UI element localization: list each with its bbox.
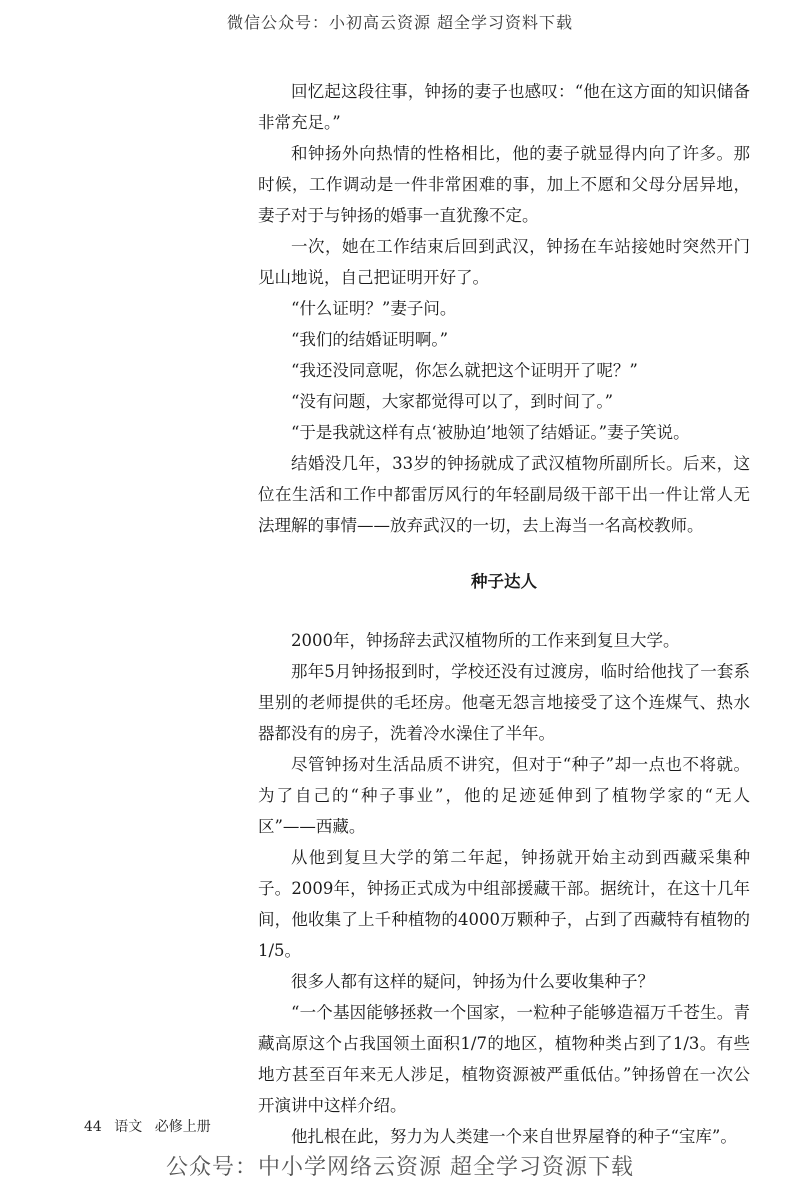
paragraph: 2000年，钟扬辞去武汉植物所的工作来到复旦大学。 xyxy=(291,631,680,650)
section-title: 种子达人 xyxy=(471,572,537,591)
paragraph: 他扎根在此，努力为人类建一个来自世界屋脊的种子“宝库”。 xyxy=(291,1127,737,1146)
volume-label: 必修上册 xyxy=(154,1119,211,1135)
paragraph: 结婚没几年，33岁的钟扬就成了武汉植物所副所长。后来，这位在生活和工作中都雷厉风行的年轻副局级干部干出一件让常人无法理解的事情——放弃武汉的一切，去上海当一名高校教师。 xyxy=(258,454,750,535)
paragraph: 很多人都有这样的疑问，钟扬为什么要收集种子？ xyxy=(291,972,654,991)
page-number: 44 xyxy=(84,1119,102,1135)
subject-label: 语文 xyxy=(114,1119,143,1135)
bottom-watermark-banner: 公众号：中小学网络云资源 超全学习资源下载 xyxy=(166,1155,634,1180)
paragraph: “没有问题，大家都觉得可以了，到时间了。” xyxy=(291,392,614,411)
paragraph: 回忆起这段往事，钟扬的妻子也感叹：“他在这方面的知识储备非常充足。” xyxy=(258,82,750,132)
paragraph: 和钟扬外向热情的性格相比，他的妻子就显得内向了许多。那时候，工作调动是一件非常困难的事，加上不愿和父母分居异地，妻子对于与钟扬的婚事一直犹豫不定。 xyxy=(258,144,750,225)
paragraph: 那年5月钟扬报到时，学校还没有过渡房，临时给他找了一套系里别的老师提供的毛坯房。他毫无怨言地接受了这个连煤气、热水器都没有的房子，洗着冷水澡住了半年。 xyxy=(258,662,750,743)
article-body xyxy=(258,76,750,1152)
paragraph: “一个基因能够拯救一个国家，一粒种子能够造福万千苍生。青藏高原这个占我国领土面积1/7的地区，植物种类占到了1/3。有些地方甚至百年来无人涉足，植物资源被严重低估。”钟扬曾在一次公开演讲中这样介绍。 xyxy=(258,1003,750,1115)
top-watermark-banner: 微信公众号：小初高云资源 超全学习资料下载 xyxy=(226,13,574,32)
paragraph: 一次，她在工作结束后回到武汉，钟扬在车站接她时突然开门见山地说，自己把证明开好了。 xyxy=(258,237,750,287)
paragraph: “于是我就这样有点‘被胁迫’地领了结婚证。”妻子笑说。 xyxy=(291,423,690,442)
paragraph: “什么证明？”妻子问。 xyxy=(291,299,457,318)
paragraph: “我还没同意呢，你怎么就把这个证明开了呢？” xyxy=(291,361,638,380)
paragraph: 从他到复旦大学的第二年起，钟扬就开始主动到西藏采集种子。2009年，钟扬正式成为中组部援藏干部。据统计，在这十几年间，他收集了上千种植物的4000万颗种子，占到了西藏特有植物的1/5。 xyxy=(258,848,750,960)
page-footer xyxy=(84,1116,219,1136)
paragraph: “我们的结婚证明啊。” xyxy=(291,330,449,349)
paragraph: 尽管钟扬对生活品质不讲究，但对于“种子”却一点也不将就。为了自己的“种子事业”，他的足迹延伸到了植物学家的“无人区”——西藏。 xyxy=(258,755,750,836)
